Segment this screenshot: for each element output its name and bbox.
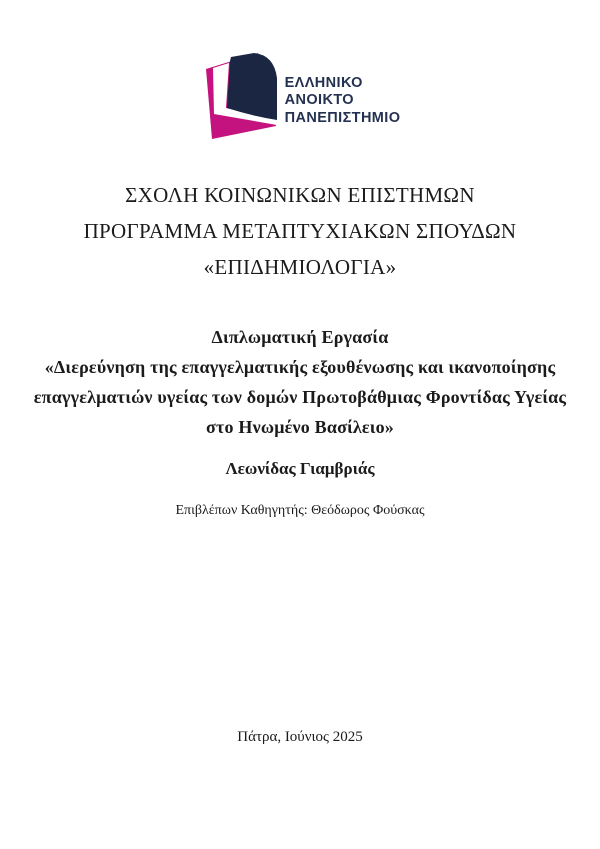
university-logo-text bbox=[285, 75, 401, 128]
thesis-title-line-1: «Διερεύνηση της επαγγελματικής εξουθένωσης και ικανοποίησης bbox=[44, 357, 556, 377]
thesis-title-line-3: στο Ηνωμένο Βασίλειο» bbox=[206, 417, 394, 437]
thesis-title-block bbox=[0, 322, 600, 442]
school-name: ΣΧΟΛΗ ΚΟΙΝΩΝΙΚΩΝ ΕΠΙΣΤΗΜΩΝ bbox=[125, 183, 475, 207]
program-title: «ΕΠΙΔΗΜΙΟΛΟΓΙΑ» bbox=[203, 255, 397, 279]
thesis-title-line-2: επαγγελματιών υγείας των δομών Πρωτοβάθμιας Φροντίδας Υγείας bbox=[33, 387, 567, 407]
logo-text-line-1: ΕΛΛΗΝΙΚΟ bbox=[284, 74, 363, 91]
school-header bbox=[0, 177, 600, 285]
program-name: ΠΡΟΓΡΑΜΜΑ ΜΕΤΑΠΤΥΧΙΑΚΩΝ ΣΠΟΥΔΩΝ bbox=[83, 219, 517, 243]
thesis-type-label: Διπλωματική Εργασία bbox=[211, 327, 389, 347]
author-name: Λεωνίδας Γιαμβριάς bbox=[225, 459, 375, 478]
logo-text-line-2: ΑΝΟΙΚΤΟ bbox=[284, 92, 354, 109]
university-logo bbox=[0, 52, 600, 140]
supervisor-line: Επιβλέπων Καθηγητής: Θεόδωρος Φούσκας bbox=[175, 503, 425, 518]
place-date-line: Πάτρα, Ιούνιος 2025 bbox=[237, 729, 363, 745]
logo-text-line-3: ΠΑΝΕΠΙΣΤΗΜΙΟ bbox=[284, 109, 401, 126]
logo-book-cover bbox=[227, 53, 277, 120]
open-book-logo-icon bbox=[200, 52, 278, 140]
